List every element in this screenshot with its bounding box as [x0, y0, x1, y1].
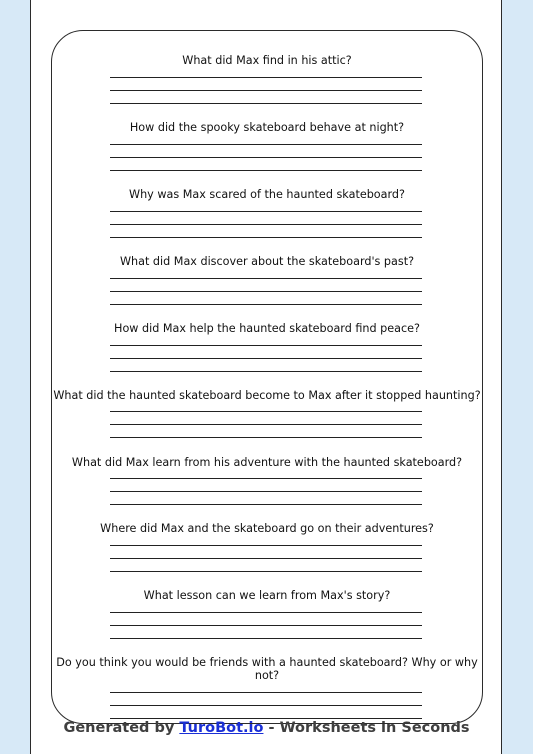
answer-line[interactable]	[110, 625, 422, 626]
question-4-text: What did Max discover about the skateboard's past?	[119, 255, 415, 268]
answer-line[interactable]	[110, 638, 422, 639]
answer-line[interactable]	[110, 692, 422, 693]
answer-line[interactable]	[110, 371, 422, 372]
turobot-link[interactable]: TuroBot.io	[179, 720, 264, 736]
question-frame	[51, 30, 483, 724]
question-2-text: How did the spooky skateboard behave at night?	[129, 121, 405, 134]
footer-prefix: Generated by	[63, 720, 180, 736]
answer-line[interactable]	[110, 411, 422, 412]
answer-line[interactable]	[110, 278, 422, 279]
question-5-text: How did Max help the haunted skateboard find peace?	[114, 322, 420, 335]
question-10-text: Do you think you would be friends with a haunted skateboard? Why or why not?	[56, 656, 478, 682]
answer-line[interactable]	[110, 558, 422, 559]
answer-line[interactable]	[110, 345, 422, 346]
answer-line[interactable]	[110, 304, 422, 305]
answer-line[interactable]	[110, 424, 422, 425]
answer-line[interactable]	[110, 77, 422, 78]
answer-line[interactable]	[110, 571, 422, 572]
answer-line[interactable]	[110, 224, 422, 225]
answer-line[interactable]	[110, 237, 422, 238]
answer-line[interactable]	[110, 144, 422, 145]
answer-line[interactable]	[110, 358, 422, 359]
footer-credit	[0, 719, 533, 737]
answer-line[interactable]	[110, 103, 422, 104]
answer-line[interactable]	[110, 612, 422, 613]
answer-line[interactable]	[110, 545, 422, 546]
footer-suffix: - Worksheets in Seconds	[263, 720, 470, 736]
answer-line[interactable]	[110, 705, 422, 706]
question-1-text: What did Max find in his attic?	[182, 54, 352, 67]
answer-line[interactable]	[110, 157, 422, 158]
question-6-text: What did the haunted skateboard become to Max after it stopped haunting?	[53, 389, 481, 402]
answer-line[interactable]	[110, 170, 422, 171]
question-7-text: What did Max learn from his adventure with the haunted skateboard?	[71, 456, 463, 469]
answer-line[interactable]	[110, 211, 422, 212]
answer-line[interactable]	[110, 478, 422, 479]
answer-line[interactable]	[110, 491, 422, 492]
question-9-text: What lesson can we learn from Max's story?	[143, 589, 391, 602]
answer-line[interactable]	[110, 504, 422, 505]
answer-line[interactable]	[110, 90, 422, 91]
answer-line[interactable]	[110, 437, 422, 438]
question-3-text: Why was Max scared of the haunted skateboard?	[129, 188, 405, 201]
question-8-text: Where did Max and the skateboard go on their adventures?	[100, 522, 434, 535]
answer-line[interactable]	[110, 291, 422, 292]
